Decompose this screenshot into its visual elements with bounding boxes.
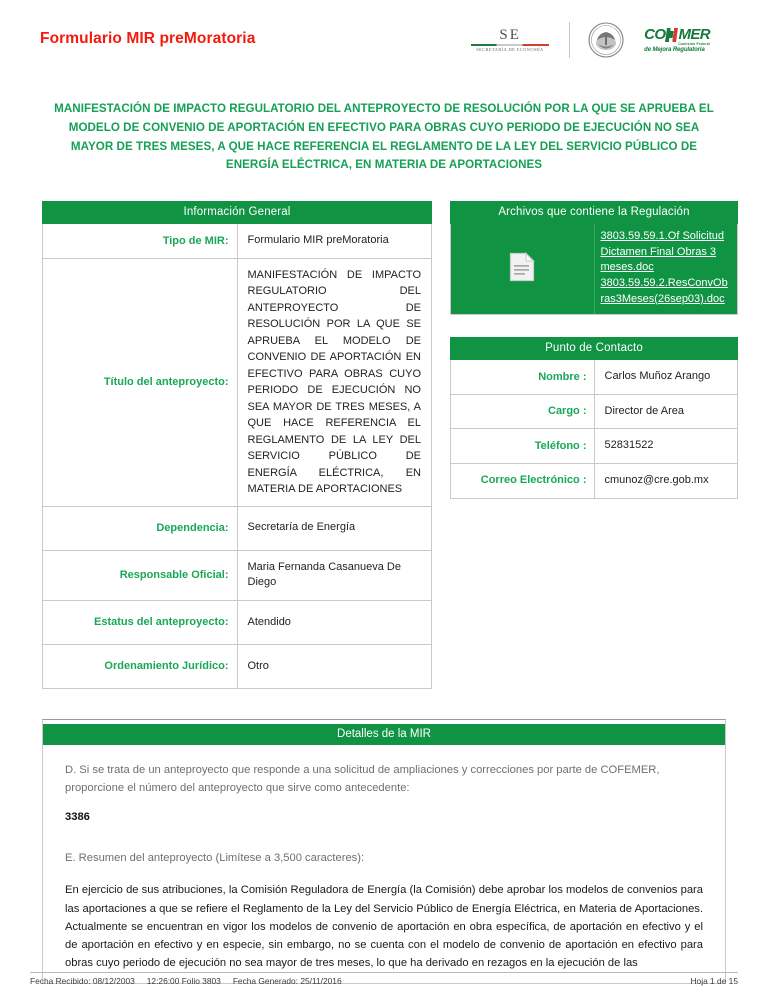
contact-section	[450, 337, 738, 498]
row-label-estatus: Estatus del anteproyecto:	[43, 600, 238, 644]
general-info-column	[42, 201, 432, 689]
contact-label-nombre: Nombre :	[451, 360, 595, 395]
answer-e: En ejercicio de sus atribuciones, la Comisión Reguladora de Energía (la Comisión) debe aprobar los modelos de convenios para las aportaciones a que se refiere el Reglamento de la Ley del Servicio Público de Energía Eléctrica, en Materia de Aportaciones. Actualmente se encuentran en vigor los modelos de convenio de aportación en obra específica, de aportación en efectivo y el de aportación en efectivo y en especie, sin embargo, no se cuenta con el modelo de convenio de aportación en efectivo para obras cuyo periodo de ejecución no sea mayor de tres meses, lo que ha derivado en rezagos en la ejecución de las	[65, 884, 703, 970]
row-value-titulo: MANIFESTACIÓN DE IMPACTO REGULATORIO DEL ANTEPROYECTO DE RESOLUCIÓN POR LA QUE SE APRUEBA EL MODELO DE CONVENIO DE APORTACIÓN EN EFECTIVO PARA OBRAS CUYO PERIODO DE EJECUCIÓN NO SEA MAYOR DE TRES MESES, A QUE HACE REFERENCIA EL REGLAMENTO DE LA LEY DEL SERVICIO PÚBLICO DE ENERGÍA ELÉCTRICA, EN MATERIA DE APORTACIONES	[237, 258, 432, 506]
footer-left-group	[30, 976, 342, 986]
row-value-dependencia: Secretaría de Energía	[237, 506, 432, 550]
footer-hora-folio: 12:26:00 Folio 3803	[146, 976, 221, 986]
cofemer-logo-co: CO	[644, 25, 666, 43]
question-e: E. Resumen del anteproyecto (Limítese a 3,500 caracteres):	[65, 852, 365, 865]
logo-group	[471, 20, 710, 60]
document-icon	[509, 252, 535, 282]
page-title: Formulario MIR preMoratoria	[40, 30, 256, 47]
table-row	[451, 224, 738, 315]
contact-value-cargo: Director de Area	[594, 394, 738, 429]
page-footer	[0, 972, 768, 986]
table-row	[43, 224, 432, 259]
table-row	[43, 550, 432, 600]
row-value-tipo-mir: Formulario MIR preMoratoria	[237, 224, 432, 259]
mir-details-section	[42, 719, 726, 984]
table-row	[43, 644, 432, 688]
question-d: D. Si se trata de un anteproyecto que responde a una solicitud de ampliaciones y correcciones por parte de COFEMER, proporcione el número del anteproyecto que sirve como antecedente:	[65, 763, 660, 795]
row-value-responsable: Maria Fernanda Casanueva De Diego	[237, 550, 432, 600]
cofemer-logo-sub1: Comisión Federal	[678, 41, 710, 46]
table-row	[43, 258, 432, 506]
general-info-heading: Información General	[43, 202, 432, 224]
file-link[interactable]: 3803.59.59.2.ResConvObras3Meses(26sep03).doc	[600, 276, 728, 305]
se-logo-tricolor-rule	[471, 44, 549, 46]
table-row	[451, 464, 738, 499]
table-row	[451, 360, 738, 395]
mir-details-body	[43, 745, 725, 983]
se-logo	[471, 28, 555, 53]
contact-value-telefono: 52831522	[594, 429, 738, 464]
table-row	[451, 394, 738, 429]
tables-section	[0, 201, 768, 689]
footer-divider	[30, 972, 738, 973]
se-logo-mark: SE	[499, 26, 521, 43]
row-label-ordenamiento: Ordenamiento Jurídico:	[43, 644, 238, 688]
row-value-estatus: Atendido	[237, 600, 432, 644]
regulation-title: MANIFESTACIÓN DE IMPACTO REGULATORIO DEL ANTEPROYECTO DE RESOLUCIÓN POR LA QUE SE APRUEBA EL MODELO DE CONVENIO DE APORTACIÓN EN EFECTIVO PARA OBRAS CUYO PERIODO DE EJECUCIÓN NO SEA MAYOR DE TRES MESES, A QUE HACE REFERENCIA EL REGLAMENTO DE LA LEY DEL SERVICIO PÚBLICO DE ENERGÍA ELÉCTRICA, EN MATERIA DE APORTACIONES	[54, 102, 714, 172]
general-info-table	[42, 201, 432, 689]
row-label-responsable: Responsable Oficial:	[43, 550, 238, 600]
mir-details-heading: Detalles de la MIR	[43, 724, 725, 745]
contact-label-correo: Correo Electrónico :	[451, 464, 595, 499]
cofemer-logo-mer: MER	[678, 25, 710, 43]
table-row	[451, 429, 738, 464]
row-label-tipo-mir: Tipo de MIR:	[43, 224, 238, 259]
table-row	[43, 506, 432, 550]
row-label-titulo: Título del anteproyecto:	[43, 258, 238, 506]
logo-divider	[569, 22, 570, 58]
contact-table	[450, 337, 738, 498]
se-logo-subtitle: SECRETARÍA DE ECONOMÍA	[476, 47, 544, 53]
contact-label-telefono: Teléfono :	[451, 429, 595, 464]
contact-value-correo: cmunoz@cre.gob.mx	[594, 464, 738, 499]
cofemer-logo-sub2: de Mejora Regulatoria	[644, 47, 705, 54]
row-value-ordenamiento: Otro	[237, 644, 432, 688]
contact-label-cargo: Cargo :	[451, 394, 595, 429]
mexican-coat-of-arms-icon	[584, 20, 628, 60]
document-header	[0, 0, 768, 78]
row-label-dependencia: Dependencia:	[43, 506, 238, 550]
contact-value-nombre: Carlos Muñoz Arango	[594, 360, 738, 395]
file-link[interactable]: 3803.59.59.1.Of Solicitud Dictamen Final Obras 3 meses.doc	[600, 230, 725, 274]
document-icon-cell	[451, 224, 595, 315]
footer-fecha-generado: Fecha Generado: 25/11/2016	[232, 976, 342, 986]
footer-page-number: Hoja 1 de 15	[690, 976, 738, 986]
table-row	[43, 600, 432, 644]
right-column	[450, 201, 738, 498]
contact-heading: Punto de Contacto	[451, 338, 738, 360]
footer-fecha-recibido: Fecha Recibido: 08/12/2003	[30, 976, 135, 986]
cofemer-flag-icon	[665, 28, 678, 42]
cofemer-logo	[644, 27, 710, 53]
files-heading: Archivos que contiene la Regulación	[451, 202, 738, 224]
files-links-cell	[594, 224, 738, 315]
answer-d: 3386	[65, 811, 90, 824]
files-table	[450, 201, 738, 315]
